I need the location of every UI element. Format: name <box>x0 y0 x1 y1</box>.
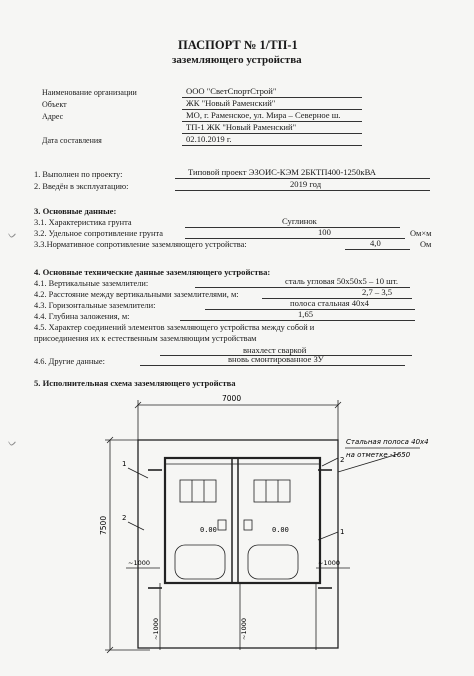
section-3-heading: 3. Основные данные: <box>34 206 117 216</box>
switchgear-left <box>180 480 216 502</box>
offset-label-left: ~1000 <box>128 559 150 567</box>
substation-building <box>165 458 320 583</box>
info-label-object: Объект <box>42 100 67 109</box>
section-3-row-2-label: 3.2. Удельное сопротивление грунта <box>34 229 163 238</box>
section-4-row-2-value: 2,7 – 3,5 <box>362 287 393 297</box>
switchgear-right <box>254 480 290 502</box>
marker-1-left: 1 <box>122 460 127 468</box>
offset-label-bottom-right: ~1000 <box>240 618 248 640</box>
section-4-row-1-value: сталь угловая 50х50х5 – 10 шт. <box>285 276 399 286</box>
section-3-row-1-value: Суглинок <box>282 216 317 226</box>
info-value-object: ЖК "Новый Раменский" <box>186 98 276 108</box>
info-value-date: 02.10.2019 г. <box>186 134 232 144</box>
marker-2-left: 2 <box>122 514 127 522</box>
strip-label: Стальная полоса 40х4 <box>346 438 429 446</box>
section-4-row-4-value: 1,65 <box>298 309 314 319</box>
project-item-1-value: Типовой проект ЭЗОИС-КЭМ 2БКТП400-1250кВА <box>188 167 376 177</box>
section-4-row-6-value: вновь смонтированное ЗУ <box>228 354 324 364</box>
project-item-2-label: 2. Введён в эксплуатацию: <box>34 182 129 191</box>
section-3-row-2-value: 100 <box>318 227 331 237</box>
info-label-address: Адрес <box>42 112 64 121</box>
section-4-heading: 4. Основные технические данные заземляющего устройства: <box>34 267 271 277</box>
info-label-organization: Наименование организации <box>42 88 137 97</box>
section-3-row-3-value: 4,0 <box>370 238 381 248</box>
section-3-row-3-label: 3.3.Нормативное сопротивление заземляющего устройства: <box>34 240 247 249</box>
strip-depth-label: на отметке -1650 <box>346 451 411 459</box>
section-4-row-2-label: 4.2. Расстояние между вертикальными заземлителями, м: <box>34 290 239 299</box>
marker-1-right: 1 <box>340 528 345 536</box>
room-mark-left: 0.00 <box>200 526 217 534</box>
room-mark-right: 0.00 <box>272 526 289 534</box>
section-4-row-3-value: полоса стальная 40х4 <box>290 298 369 308</box>
section-4-row-5-line-1: 4.5. Характер соединений элементов заземляющего устройства между собой и <box>34 323 315 332</box>
page-title: ПАСПОРТ № 1/ТП-1 <box>178 38 298 52</box>
dimension-width-label: 7000 <box>222 394 242 403</box>
scan-mark: ᨆ <box>8 438 18 449</box>
scan-mark: ᨆ <box>8 230 18 241</box>
project-item-2-value: 2019 год <box>290 179 322 189</box>
section-4-row-6-label: 4.6. Другие данные: <box>34 357 105 366</box>
section-4-row-5-value: внахлест сваркой <box>243 345 307 355</box>
offset-label-right: ~1000 <box>318 559 340 567</box>
info-value-organization: ООО "СветСпортСтрой" <box>186 86 277 96</box>
marker-2-right: 2 <box>340 456 345 464</box>
project-item-1-label: 1. Выполнен по проекту: <box>34 170 123 179</box>
page-subtitle: заземляющего устройства <box>172 54 302 66</box>
dimension-height-label: 7500 <box>99 515 108 535</box>
section-4-row-5-line-2: присоединения их к естественным заземляющим устройствам <box>34 334 257 343</box>
section-3-row-1-label: 3.1. Характеристика грунта <box>34 218 132 227</box>
offset-label-bottom-left: ~1000 <box>152 618 160 640</box>
info-label-date: Дата составления <box>42 136 102 145</box>
section-3-row-3-unit: Ом <box>420 240 432 249</box>
transformer-bay-left <box>175 545 225 579</box>
transformer-bay-right <box>248 545 298 579</box>
section-4-row-4-label: 4.4. Глубина заложения, м: <box>34 312 130 321</box>
section-5-heading: 5. Исполнительная схема заземляющего устройства <box>34 378 236 388</box>
info-value-address-2: ТП-1 ЖК "Новый Раменский" <box>186 122 297 132</box>
section-4-row-1-label: 4.1. Вертикальные заземлители: <box>34 279 149 288</box>
section-4-row-3-label: 4.3. Горизонтальные заземлители: <box>34 301 156 310</box>
section-3-row-2-unit: Ом×м <box>410 229 432 238</box>
info-value-address: МО, г. Раменское, ул. Мира – Северное ш. <box>186 110 341 120</box>
